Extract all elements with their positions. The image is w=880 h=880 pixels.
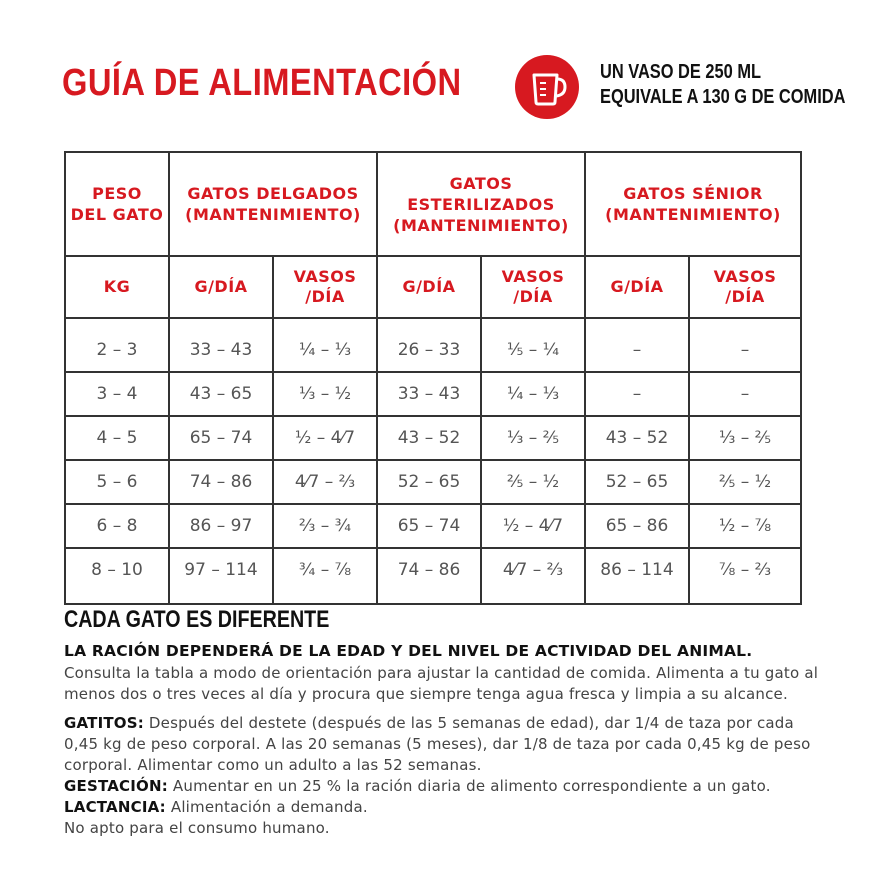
subheader-g-day: G/DÍA [169, 256, 273, 318]
table-cell: 6 – 8 [65, 504, 169, 548]
table-cell: 43 – 52 [585, 416, 689, 460]
page-title: GUÍA DE ALIMENTACIÓN [62, 62, 462, 104]
table-cell: 52 – 65 [377, 460, 481, 504]
subheader-g-day: G/DÍA [585, 256, 689, 318]
table-cell: ⅓ – ⅖ [481, 416, 585, 460]
kittens-text: Después del destete (después de las 5 semanas de edad), dar 1/4 de taza por cada 0,45 kg de peso corporal. A las 20 semanas (5 meses), dar 1/8 de taza por cada 0,45 kg de peso corporal. Alimentar como un adulto a las 52 semanas. [64, 714, 811, 774]
table-cell: 8 – 10 [65, 548, 169, 604]
table-cell: 33 – 43 [377, 372, 481, 416]
table-cell: – [585, 318, 689, 372]
header-thin-cats: GATOS DELGADOS (MANTENIMIENTO) [169, 152, 377, 256]
measuring-cup-icon [515, 55, 579, 119]
table-cell: 43 – 65 [169, 372, 273, 416]
table-cell: 65 – 74 [169, 416, 273, 460]
subheader-cups-day: VASOS /DÍA [481, 256, 585, 318]
disclaimer: No apto para el consumo humano. [64, 819, 330, 837]
lactation-label: LACTANCIA: [64, 798, 166, 816]
lactation-text: Alimentación a demanda. [165, 798, 368, 816]
table-cell: ¼ – ⅓ [273, 318, 377, 372]
subheader-cups-day: VASOS /DÍA [689, 256, 801, 318]
table-cell: 4⁄7 – ⅔ [273, 460, 377, 504]
equivalence-line-2: EQUIVALE A 130 G DE COMIDA [600, 86, 846, 108]
table-row [65, 504, 801, 548]
table-cell: 4 – 5 [65, 416, 169, 460]
table-row [65, 548, 801, 604]
table-cell: 3 – 4 [65, 372, 169, 416]
table-cell: 43 – 52 [377, 416, 481, 460]
table-cell: ⅖ – ½ [481, 460, 585, 504]
table-cell: ⅖ – ½ [689, 460, 801, 504]
table-cell: ¾ – ⅞ [273, 548, 377, 604]
gestation-label: GESTACIÓN: [64, 777, 168, 795]
table-cell: 5 – 6 [65, 460, 169, 504]
table-row [65, 460, 801, 504]
table-cell: ⅓ – ⅖ [689, 416, 801, 460]
feeding-table [64, 151, 802, 605]
table-cell: 74 – 86 [377, 548, 481, 604]
equivalence-line-1: UN VASO DE 250 ML [600, 61, 762, 83]
table-cell: 97 – 114 [169, 548, 273, 604]
table-cell: 65 – 86 [585, 504, 689, 548]
table-cell: 26 – 33 [377, 318, 481, 372]
table-row [65, 416, 801, 460]
table-cell: – [585, 372, 689, 416]
subheader-g-day: G/DÍA [377, 256, 481, 318]
header-weight: PESO DEL GATO [65, 152, 169, 256]
subheader-cups-day: VASOS /DÍA [273, 256, 377, 318]
table-body [65, 318, 801, 604]
kittens-label: GATITOS: [64, 714, 144, 732]
table-row [65, 318, 801, 372]
table-cell: – [689, 318, 801, 372]
section-heading: CADA GATO ES DIFERENTE [64, 606, 330, 633]
table-cell: ⅕ – ¼ [481, 318, 585, 372]
table-cell: ¼ – ⅓ [481, 372, 585, 416]
special-cases [64, 713, 824, 839]
table-cell: – [689, 372, 801, 416]
table-cell: 74 – 86 [169, 460, 273, 504]
table-cell: ½ – 4⁄7 [481, 504, 585, 548]
table-cell: 86 – 114 [585, 548, 689, 604]
header-sterilized-cats: GATOS ESTERILIZADOS (MANTENIMIENTO) [377, 152, 585, 256]
header-senior-cats: GATOS SÉNIOR (MANTENIMIENTO) [585, 152, 801, 256]
gestation-text: Aumentar en un 25 % la ración diaria de alimento correspondiente a un gato. [167, 777, 771, 795]
subheader-kg: KG [65, 256, 169, 318]
table-cell: ⅓ – ½ [273, 372, 377, 416]
table-cell: ½ – ⅞ [689, 504, 801, 548]
intro-paragraph: Consulta la tabla a modo de orientación para ajustar la cantidad de comida. Alimenta a tu gato al menos dos o tres veces al día y procura que siempre tenga agua fresca y limpia a su alcance. [64, 664, 819, 703]
cup-equivalence [600, 60, 845, 110]
table-cell: ⅞ – ⅔ [689, 548, 801, 604]
table-cell: 4⁄7 – ⅔ [481, 548, 585, 604]
table-cell: 65 – 74 [377, 504, 481, 548]
table-cell: ½ – 4⁄7 [273, 416, 377, 460]
table-row [65, 372, 801, 416]
ration-note: LA RACIÓN DEPENDERÁ DE LA EDAD Y DEL NIVEL DE ACTIVIDAD DEL ANIMAL. [64, 642, 753, 660]
table-cell: 2 – 3 [65, 318, 169, 372]
table-cell: ⅔ – ¾ [273, 504, 377, 548]
table-cell: 52 – 65 [585, 460, 689, 504]
table-cell: 33 – 43 [169, 318, 273, 372]
table-cell: 86 – 97 [169, 504, 273, 548]
